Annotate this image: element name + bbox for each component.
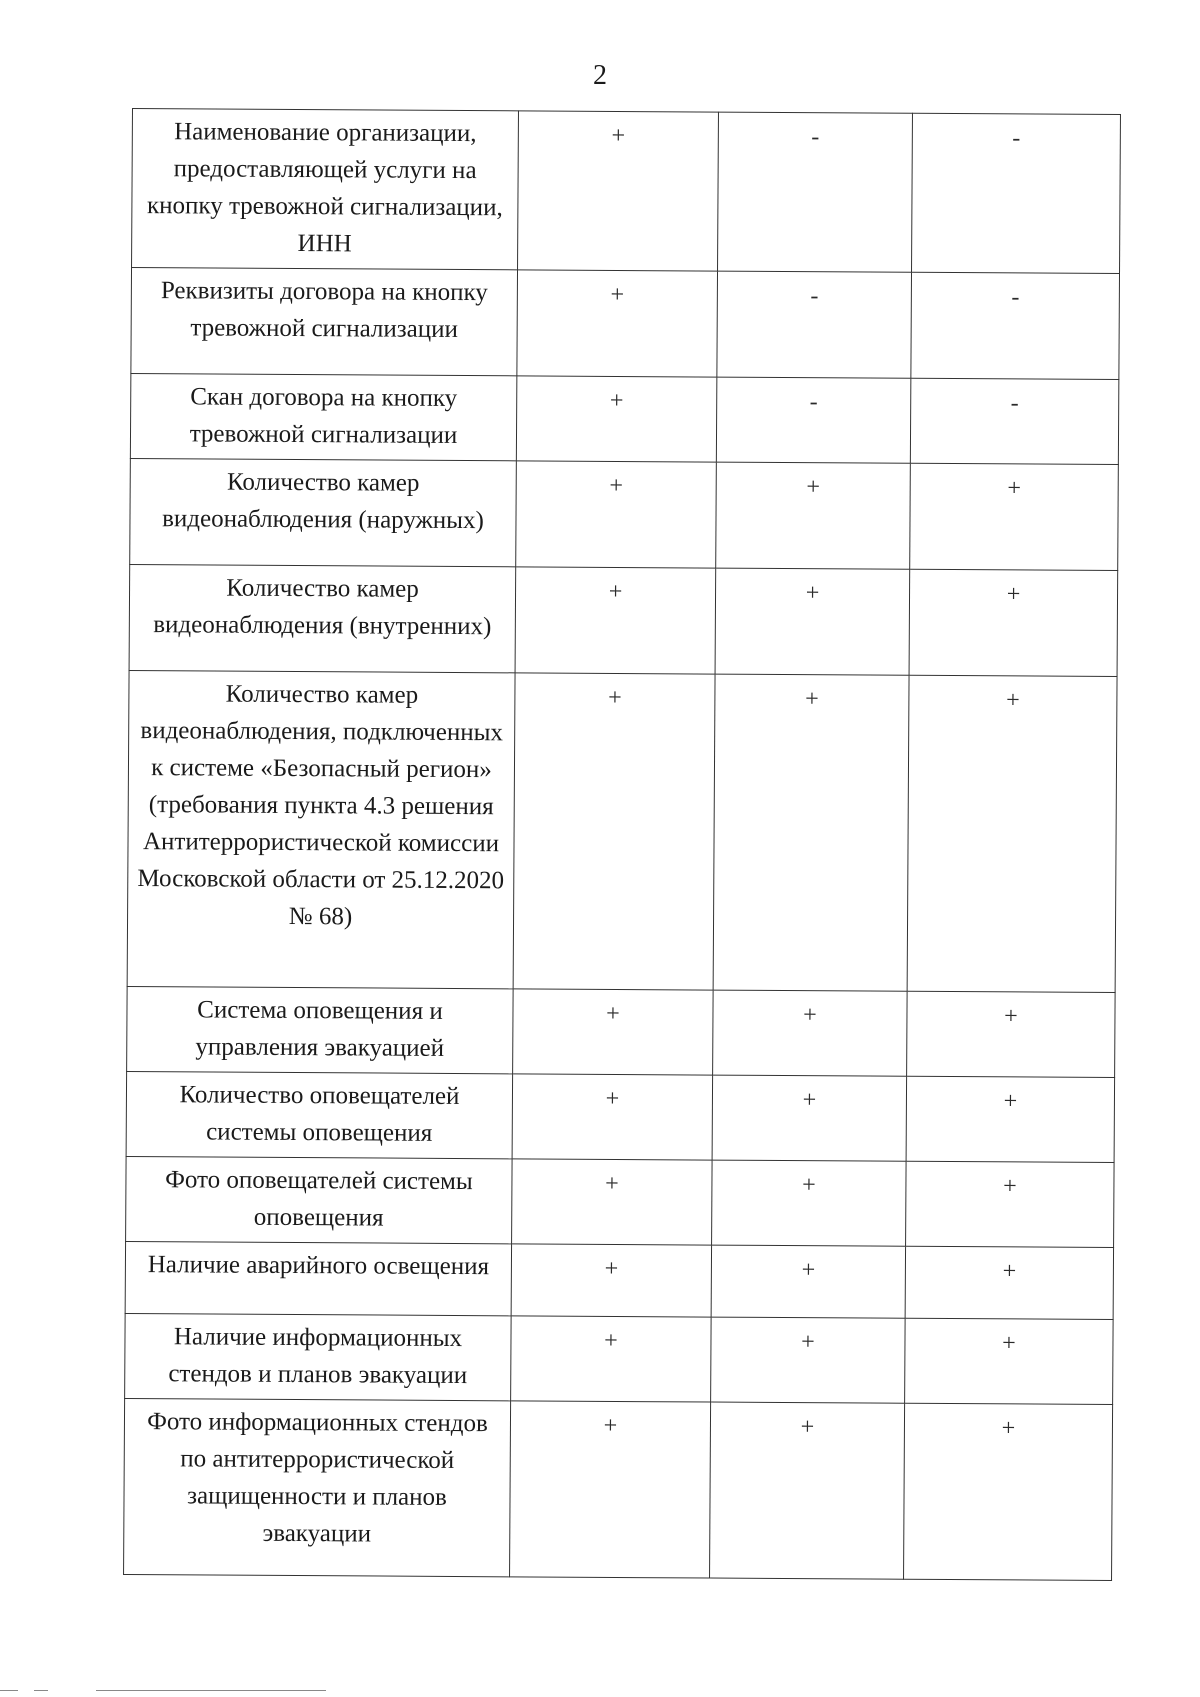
row-label: Наименование организации, предоставляющей услуги на кнопку тревожной сигнализации, ИНН bbox=[132, 109, 519, 270]
mark-cell: + bbox=[712, 1075, 907, 1161]
scan-artifact-line bbox=[96, 1690, 326, 1691]
mark-cell: + bbox=[510, 1401, 711, 1578]
mark-cell: - bbox=[716, 377, 911, 463]
table-row bbox=[129, 564, 1118, 676]
mark-cell: + bbox=[512, 1074, 713, 1160]
row-label: Количество оповещателей системы оповещения bbox=[126, 1071, 513, 1158]
mark-cell: + bbox=[906, 1076, 1115, 1162]
mark-cell: + bbox=[910, 463, 1119, 570]
mark-cell: + bbox=[907, 991, 1116, 1077]
mark-cell: + bbox=[710, 1402, 905, 1579]
row-label: Наличие информационных стендов и планов эвакуации bbox=[125, 1313, 512, 1400]
scan-artifact-line bbox=[0, 1690, 18, 1691]
mark-cell: + bbox=[513, 989, 714, 1075]
page-number: 2 bbox=[593, 60, 607, 91]
mark-cell: + bbox=[517, 270, 718, 377]
row-label: Количество камер видеонаблюдения (внутренних) bbox=[129, 564, 516, 672]
row-label: Количество камер видеонаблюдения, подключенных к системе «Безопасный регион» (требования пункта 4.3 решения Антитеррористической комиссии Московской области от 25.12.2020 № 68) bbox=[127, 670, 515, 988]
mark-cell: + bbox=[907, 675, 1117, 992]
row-label: Фото оповещателей системы оповещения bbox=[126, 1156, 513, 1243]
table-row bbox=[131, 268, 1120, 380]
table-row bbox=[130, 458, 1119, 570]
table-row bbox=[126, 1071, 1115, 1162]
requirements-table bbox=[123, 108, 1121, 1581]
mark-cell: + bbox=[904, 1403, 1113, 1580]
mark-cell: + bbox=[906, 1161, 1115, 1247]
row-label: Фото информационных стендов по антитеррористической защищенности и планов эвакуации bbox=[124, 1398, 511, 1576]
mark-cell: + bbox=[905, 1246, 1113, 1319]
mark-cell: + bbox=[511, 1316, 712, 1402]
mark-cell: - bbox=[910, 378, 1119, 464]
mark-cell: - bbox=[912, 113, 1121, 273]
mark-cell: + bbox=[715, 568, 910, 675]
row-label: Система оповещения и управления эвакуацией bbox=[127, 986, 514, 1073]
table-row bbox=[127, 986, 1116, 1077]
row-label: Реквизиты договора на кнопку тревожной сигнализации bbox=[131, 268, 518, 376]
mark-cell: + bbox=[518, 111, 719, 271]
mark-cell: + bbox=[909, 569, 1118, 676]
mark-cell: + bbox=[711, 1245, 905, 1318]
mark-cell: + bbox=[716, 462, 911, 569]
mark-cell: + bbox=[511, 1244, 711, 1317]
mark-cell: + bbox=[711, 1317, 906, 1403]
row-label: Количество камер видеонаблюдения (наружных) bbox=[130, 458, 517, 566]
mark-cell: - bbox=[717, 271, 912, 378]
table-row bbox=[130, 373, 1119, 464]
mark-cell: + bbox=[713, 674, 909, 991]
mark-cell: - bbox=[718, 112, 913, 272]
mark-cell: + bbox=[905, 1318, 1114, 1404]
mark-cell: + bbox=[713, 990, 908, 1076]
mark-cell: + bbox=[516, 376, 717, 462]
scan-artifact-line bbox=[34, 1690, 48, 1691]
mark-cell: + bbox=[512, 1159, 713, 1245]
row-label: Скан договора на кнопку тревожной сигнализации bbox=[130, 373, 517, 460]
mark-cell: - bbox=[911, 272, 1120, 379]
table-row bbox=[127, 670, 1117, 992]
table-row bbox=[132, 109, 1121, 274]
table-row bbox=[126, 1156, 1115, 1247]
table-row bbox=[125, 1313, 1114, 1404]
mark-cell: + bbox=[515, 567, 716, 674]
table-row bbox=[124, 1398, 1113, 1580]
row-label: Наличие аварийного освещения bbox=[125, 1241, 511, 1315]
mark-cell: + bbox=[516, 461, 717, 568]
mark-cell: + bbox=[712, 1160, 907, 1246]
table-row bbox=[125, 1241, 1113, 1319]
mark-cell: + bbox=[513, 673, 715, 990]
